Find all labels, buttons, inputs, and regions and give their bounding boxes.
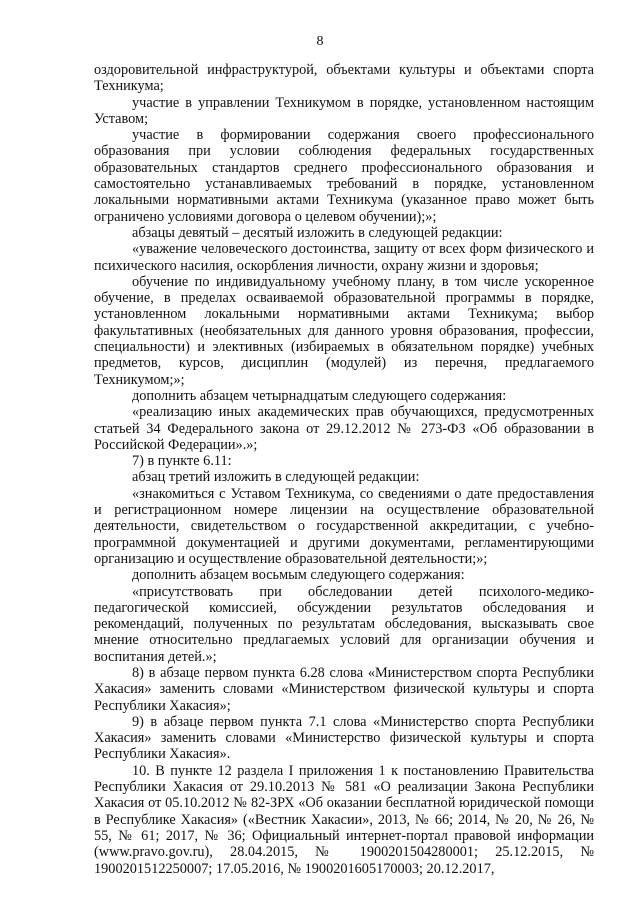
paragraph: обучение по индивидуальному учебному плану, в том числе ускоренное обучение, в пределах осваиваемой образовательной программы в порядке, установленном локальными нормативными актами Техникума; выбор факультативных (необязательных для данного уровня образования, профессии, специальности) и элективных (избираемых в обязательном порядке) учебных предметов, курсов, дисциплин (модулей) из перечня, предлагаемого Техникумом;»; [94, 273, 594, 388]
paragraph: «знакомиться с Уставом Техникума, со сведениями о дате предоставления и регистрационном номере лицензии на осуществление образовательной деятельности, свидетельством о государственной аккредитации, с учебно-программной документацией и другими документами, регламентирующими организацию и осуществление образовательной деятельности;»; [94, 485, 594, 567]
page-number: 8 [316, 34, 324, 49]
paragraph: 8) в абзаце первом пункта 6.28 слова «Министерством спорта Республики Хакасия» заменить словами «Министерством физической культуры и спорта Республики Хакасия»; [94, 664, 594, 714]
paragraph: «реализацию иных академических прав обучающихся, предусмотренных статьей 34 Федерального закона от 29.12.2012 № 273-ФЗ «Об образовании в Российской Федерации».»; [94, 404, 594, 453]
paragraph: участие в управлении Техникумом в порядке, установленном настоящим Уставом; [94, 94, 594, 127]
paragraph: участие в формировании содержания своего профессионального образования при условии соблюдения федеральных государственных образовательных стандартов среднего профессионального образования и самостоятельно устанавливаемых требований в порядке, установленном локальными нормативными актами Техникума (указанное право может быть ограничено условиями договора о целевом обучении);»; [94, 127, 594, 225]
paragraph: «уважение человеческого достоинства, защиту от всех форм физического и психического насилия, оскорбления личности, охрану жизни и здоровья; [94, 241, 594, 274]
paragraph: дополнить абзацем восьмым следующего содержания: [132, 567, 465, 584]
paragraph: 10. В пункте 12 раздела I приложения 1 к постановлению Правительства Республики Хакасия от 29.10.2013 № 581 «О реализации Закона Республики Хакасия от 05.10.2012 № 82-ЗРХ «Об оказании бесплатной юридической помощи в Республике Хакасия» («Вестник Хакасии», 2013, № 66; 2014, № 20, № 26, № 55, № 61; 2017, № 36; Официальный интернет-портал правовой информации (www.pravo.gov.ru), 28.04.2015, № 1900201504280001; 25.12.2015, № 1900201512250007; 17.05.2016, № 1900201605170003; 20.12.2017, [94, 762, 594, 877]
paragraph: абзацы девятый – десятый изложить в следующей редакции: [132, 224, 503, 241]
paragraph: дополнить абзацем четырнадцатым следующего содержания: [132, 387, 507, 404]
paragraph: оздоровительной инфраструктурой, объектами культуры и объектами спорта Техникума; [94, 62, 594, 95]
paragraph: 9) в абзаце первом пункта 7.1 слова «Министерство спорта Республики Хакасия» заменить словами «Министерство физической культуры и спорта Республики Хакасия». [94, 713, 594, 763]
paragraph: абзац третий изложить в следующей редакции: [132, 469, 420, 486]
paragraph: 7) в пункте 6.11: [132, 453, 232, 470]
paragraph: «присутствовать при обследовании детей психолого-медико-педагогической комиссией, обсуждении результатов обследования и рекомендаций, полученных по результатам обследования, высказывать свое мнение относительно предлагаемых условий для организации обучения и воспитания детей.»; [94, 583, 594, 665]
document-body [94, 62, 594, 877]
